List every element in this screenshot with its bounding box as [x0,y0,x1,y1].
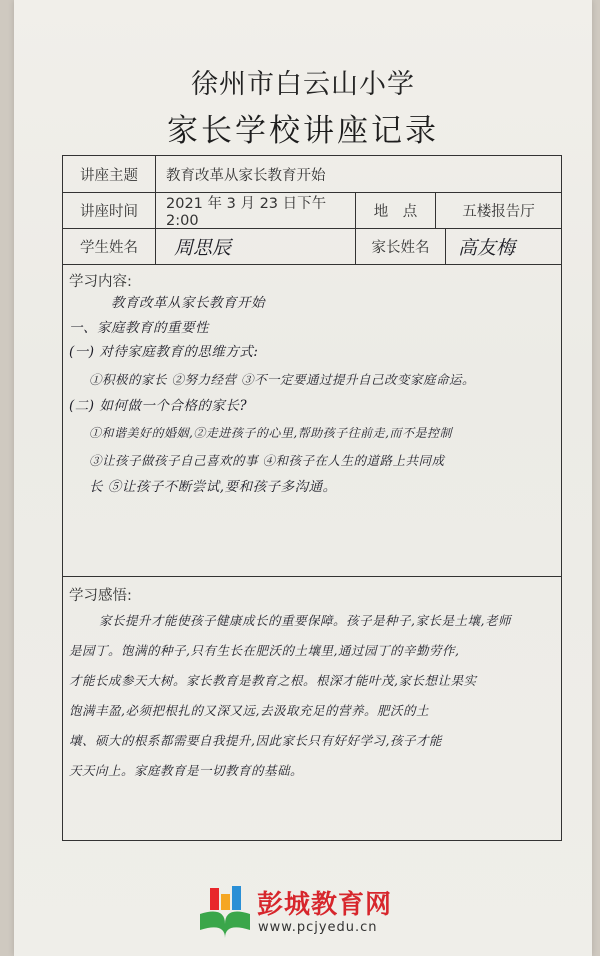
place-label: 地 点 [356,192,436,228]
reflection-line: 家长提升才能使孩子健康成长的重要保障。孩子是种子,家长是土壤,老师 [99,613,511,628]
reflection-line: 壤、硕大的根系都需要自我提升,因此家长只有好好学习,孩子才能 [69,733,442,748]
content-line: ③让孩子做孩子自己喜欢的事 ④和孩子在人生的道路上共同成 [89,453,445,468]
lecture-record-form [62,155,562,841]
topic-label: 讲座主题 [63,156,156,192]
page-title: 家长学校讲座记录 [167,113,439,149]
reflection-line: 天天向上。家庭教育是一切教育的基础。 [69,763,304,778]
watermark-logo [196,882,456,946]
content-line: (二) 如何做一个合格的家长? [69,398,248,414]
brand-url: www.pcjyedu.cn [258,920,378,935]
content-line: 长 ⑤让孩子不断尝试,要和孩子多沟通。 [89,479,337,495]
topic-value: 教育改革从家长教育开始 [166,167,326,184]
content-line: 教育改革从家长教育开始 [111,295,265,311]
content-line: ①和谐美好的婚姻,②走进孩子的心里,帮助孩子往前走,而不是控制 [89,426,452,440]
topic-row [63,156,561,193]
reflection-text [69,606,555,786]
parent-label: 家长姓名 [356,228,446,264]
content-line: (一) 对待家庭教育的思维方式: [69,344,259,360]
time-value: 2021 年 3 月 23 日下午 2:00 [156,192,356,228]
book-logo-icon [196,884,254,940]
content-text [69,290,555,501]
student-label: 学生姓名 [63,228,156,264]
reflection-label: 学习感悟: [69,588,132,604]
parent-name: 高友梅 [458,236,516,259]
place-value: 五楼报告厅 [462,203,535,220]
content-line: 一、家庭教育的重要性 [69,320,209,336]
school-name: 徐州市白云山小学 [191,69,415,100]
content-section [63,264,561,577]
names-row [63,228,561,265]
reflection-line: 是园丁。饱满的种子,只有生长在肥沃的土壤里,通过园丁的辛勤劳作, [69,643,460,658]
student-name: 周思辰 [156,228,356,264]
content-line: ①积极的家长 ②努力经营 ③不一定要通过提升自己改变家庭命运。 [89,372,475,387]
time-label: 讲座时间 [63,192,156,228]
time-row [63,192,561,229]
reflection-line: 才能长成参天大树。家长教育是教育之根。根深才能叶茂,家长想让果实 [69,673,477,688]
brand-name: 彭城教育网 [257,890,393,920]
reflection-section [63,576,561,840]
content-label: 学习内容: [69,274,132,290]
reflection-line: 饱满丰盈,必须把根扎的又深又远,去汲取充足的营养。肥沃的土 [69,703,429,718]
